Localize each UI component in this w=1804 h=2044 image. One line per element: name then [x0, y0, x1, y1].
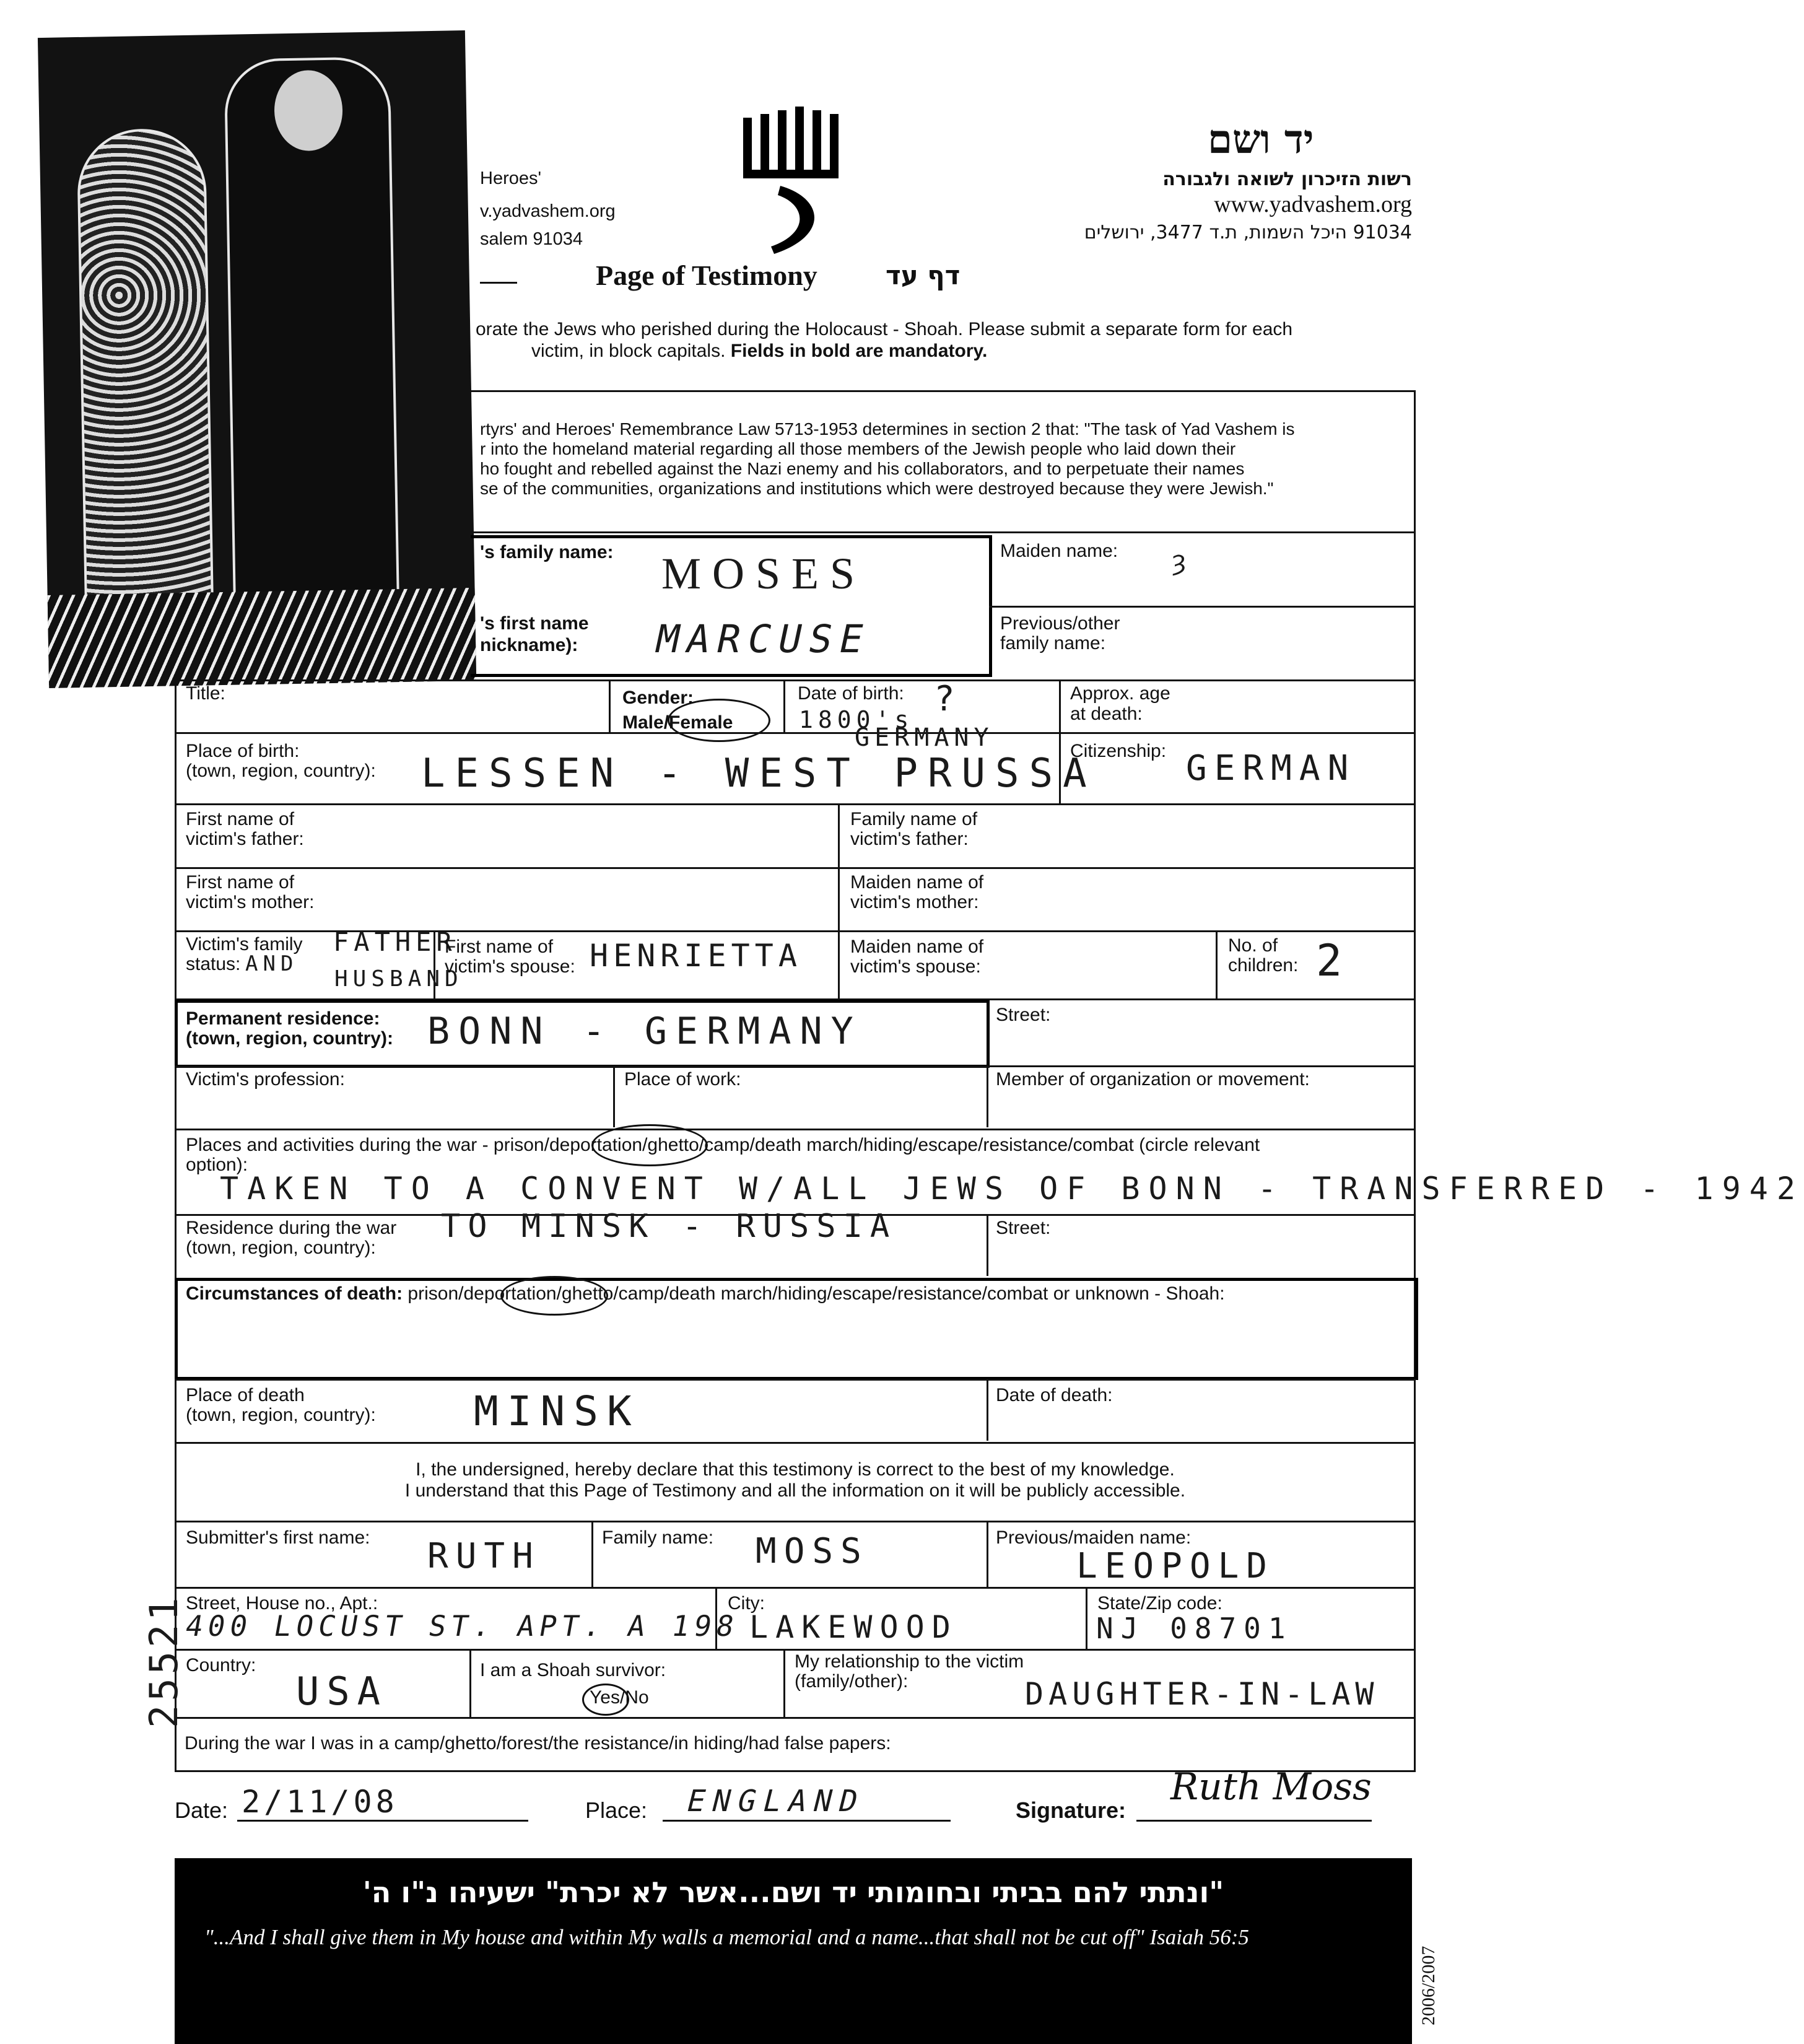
label-submitter-first: Submitter's first name: — [186, 1527, 370, 1548]
value-children: 2 — [1316, 935, 1350, 986]
label-submitter-family: Family name: — [602, 1527, 714, 1548]
label-submitter-city: City: — [728, 1593, 765, 1614]
header-partial-address: salem 91034 — [480, 229, 583, 249]
margin-number: 25521 — [141, 1594, 186, 1728]
value-residence: BONN - GERMANY — [427, 1010, 862, 1053]
label-street: Street: — [996, 1005, 1051, 1025]
value-submitter-previous: LEOPOLD — [1076, 1546, 1275, 1586]
label-survivor-yes-no: Yes/No — [590, 1687, 649, 1708]
victim-photo — [38, 30, 476, 685]
signature-ruth-moss: Ruth Moss — [1170, 1765, 1372, 1809]
law-line-1: rtyrs' and Heroes' Remembrance Law 5713-1953 determines in section 2 that: "The task of Yad Vashem is — [480, 419, 1295, 439]
label-date-of-death: Date of death: — [996, 1385, 1113, 1405]
label-mother-maiden-1: Maiden name of — [850, 872, 984, 893]
value-date: 2/11/08 — [242, 1784, 398, 1820]
label-spouse-maiden-2: victim's spouse: — [850, 956, 981, 977]
value-submitter-street: 400 LOCUST ST. APT. A 198 — [183, 1609, 742, 1643]
label-age-2: at death: — [1070, 704, 1143, 724]
value-places: TAKEN TO A CONVENT W/ALL JEWS OF BONN - TRANSFERRED - 1942 — [220, 1171, 1804, 1207]
footer-banner — [175, 1858, 1412, 2044]
circle-yes — [582, 1684, 629, 1716]
page-title-hebrew: דף עד — [886, 260, 961, 290]
law-line-3: ho fought and rebelled against the Nazi enemy and his collaborators, and to perpetuate their names — [480, 459, 1245, 478]
header-partial-website: v.yadvashem.org — [480, 201, 616, 221]
label-title: Title: — [186, 683, 225, 704]
label-relationship-2: (family/other): — [795, 1671, 909, 1692]
yad-vashem-menorah-logo — [737, 105, 855, 260]
label-signature: Signature: — [1016, 1797, 1126, 1823]
label-dob: Date of birth: — [798, 683, 904, 704]
value-citizenship: GERMAN — [1186, 748, 1356, 788]
law-line-2: r into the homeland material regarding all those members of the Jewish people who laid down their — [480, 439, 1236, 458]
value-place-of-death: MINSK — [474, 1387, 640, 1435]
label-mother-first-2: victim's mother: — [186, 892, 315, 912]
label-children-2: children: — [1228, 955, 1299, 976]
label-father-family-2: victim's father: — [850, 829, 969, 849]
label-gender-options: Male/Female — [622, 712, 733, 733]
label-maiden-name: Maiden name: — [1000, 541, 1118, 561]
label-gender: Gender: — [622, 688, 694, 708]
label-family-name: 's family name: — [480, 542, 614, 562]
label-circumstances: Circumstances of death: prison/deportation/ghetto/camp/death march/hiding/escape/resistance/combat or unknown - Shoah: — [186, 1283, 1225, 1304]
declaration-line-2: I understand that this Page of Testimony and all the information on it will be publicly accessible. — [404, 1480, 1186, 1501]
label-profession: Victim's profession: — [186, 1069, 345, 1090]
label-residence-2: (town, region, country): — [186, 1028, 393, 1049]
org-website: www.yadvashem.org — [1214, 191, 1412, 217]
label-citizenship: Citizenship: — [1070, 741, 1167, 761]
label-first-name-2: nickname): — [480, 635, 578, 655]
label-father-family-1: Family name of — [850, 809, 978, 829]
declaration-line-1: I, the undersigned, hereby declare that this testimony is correct to the best of my knowledge. — [416, 1459, 1175, 1480]
value-status-3: HUSBAND — [334, 966, 463, 992]
header-partial-heroes: Heroes' — [480, 168, 542, 188]
label-previous-name-1: Previous/other — [1000, 613, 1120, 634]
value-submitter-family: MOSS — [756, 1531, 869, 1571]
org-hebrew-address: 91034 היכל השמות, ת.ד 3477, ירושלים — [1084, 222, 1412, 243]
intro-line-2: victim, in block capitals. Fields in bold are mandatory. — [531, 341, 988, 361]
label-family-status-1: Victim's family — [186, 934, 303, 954]
label-survivor: I am a Shoah survivor: — [480, 1660, 666, 1680]
value-status-2: AND — [245, 951, 298, 976]
value-spouse-first: HENRIETTA — [590, 938, 802, 974]
label-submitter-previous: Previous/maiden name: — [996, 1527, 1192, 1548]
label-previous-name-2: family name: — [1000, 633, 1106, 653]
form-version-code: 2006/2007 — [1418, 1946, 1439, 2025]
value-family-name: MOSES — [661, 549, 866, 598]
value-war-residence: TO MINSK - RUSSIA — [441, 1208, 897, 1245]
label-age-1: Approx. age — [1070, 683, 1170, 704]
intro-line-1: orate the Jews who perished during the Holocaust - Shoah. Please submit a separate form for each — [476, 319, 1293, 339]
label-submitter-street: Street, House no., Apt.: — [186, 1593, 378, 1614]
label-place: Place: — [585, 1797, 648, 1823]
label-spouse-maiden-1: Maiden name of — [850, 937, 984, 957]
label-place-of-work: Place of work: — [624, 1069, 741, 1090]
value-status-1: FATHER — [333, 927, 457, 957]
label-father-first-2: victim's father: — [186, 829, 304, 849]
label-war-residence-2: (town, region, country): — [186, 1238, 376, 1258]
label-pob-1: Place of birth: — [186, 741, 300, 761]
footer-english-quote: "...And I shall give them in My house and within My walls a memorial and a name...that shall not be cut off" Isaiah 56:5 — [204, 1925, 1249, 1949]
label-submitter-state: State/Zip code: — [1097, 1593, 1222, 1614]
value-first-name: MARCUSE — [651, 616, 876, 662]
label-street-2: Street: — [996, 1218, 1051, 1238]
value-maiden-name-mark: ȝ — [1170, 545, 1192, 577]
label-children-1: No. of — [1228, 935, 1278, 956]
label-war-residence-1: Residence during the war — [186, 1218, 397, 1238]
label-relationship-1: My relationship to the victim — [795, 1651, 1024, 1672]
value-submitter-city: LAKEWOOD — [749, 1609, 958, 1645]
label-father-first-1: First name of — [186, 809, 295, 829]
label-residence-1: Permanent residence: — [186, 1008, 380, 1029]
circle-female — [668, 699, 770, 742]
circle-deportation-2 — [500, 1276, 608, 1316]
value-pob: LESSEN - WEST PRUSSA — [421, 751, 1097, 797]
value-place: ENGLAND — [683, 1784, 869, 1819]
label-submitter-country: Country: — [186, 1655, 256, 1675]
label-first-name-1: 's first name — [480, 613, 589, 634]
value-submitter-state: NJ 08701 — [1096, 1612, 1293, 1645]
label-places-1: Places and activities during the war - prison/deportation/ghetto/camp/death march/hiding/escape/resistance/combat (circle relevant — [186, 1135, 1260, 1155]
circle-deportation — [591, 1124, 708, 1166]
value-submitter-first: RUTH — [427, 1536, 541, 1576]
value-submitter-country: USA — [296, 1669, 388, 1714]
label-mother-first-1: First name of — [186, 872, 295, 893]
label-family-status-2: status: — [186, 954, 241, 974]
label-date: Date: — [175, 1797, 229, 1823]
org-hebrew-subtitle: רשות הזיכרון לשואה ולגבורה — [1162, 168, 1412, 190]
label-pob-2: (town, region, country): — [186, 761, 376, 781]
label-member: Member of organization or movement: — [996, 1069, 1310, 1090]
label-pod-1: Place of death — [186, 1385, 305, 1405]
law-line-4: se of the communities, organizations and institutions which were destroyed because they were Jewish." — [480, 479, 1274, 498]
page-title: Page of Testimony — [596, 260, 817, 291]
value-dob-mark: ? — [934, 679, 962, 719]
value-dob: 1800's — [799, 706, 914, 733]
value-pob-country: GERMANY — [855, 723, 994, 752]
label-spouse-first-1: First name of — [445, 937, 554, 957]
label-spouse-first-2: victim's spouse: — [445, 956, 575, 977]
label-places-2: option): — [186, 1155, 248, 1175]
label-during-war: During the war I was in a camp/ghetto/forest/the resistance/in hiding/had false papers: — [185, 1733, 891, 1754]
label-mother-maiden-2: victim's mother: — [850, 892, 979, 912]
value-relationship: DAUGHTER-IN-LAW — [1025, 1676, 1379, 1712]
org-hebrew-name: יד ושם — [1208, 116, 1314, 163]
footer-hebrew-quote: "ונתתי להם בביתי ובחומותי יד ושם...אשר לא יכרת" ישעיהו נ"ו ה' — [362, 1876, 1224, 1909]
label-pod-2: (town, region, country): — [186, 1405, 376, 1425]
